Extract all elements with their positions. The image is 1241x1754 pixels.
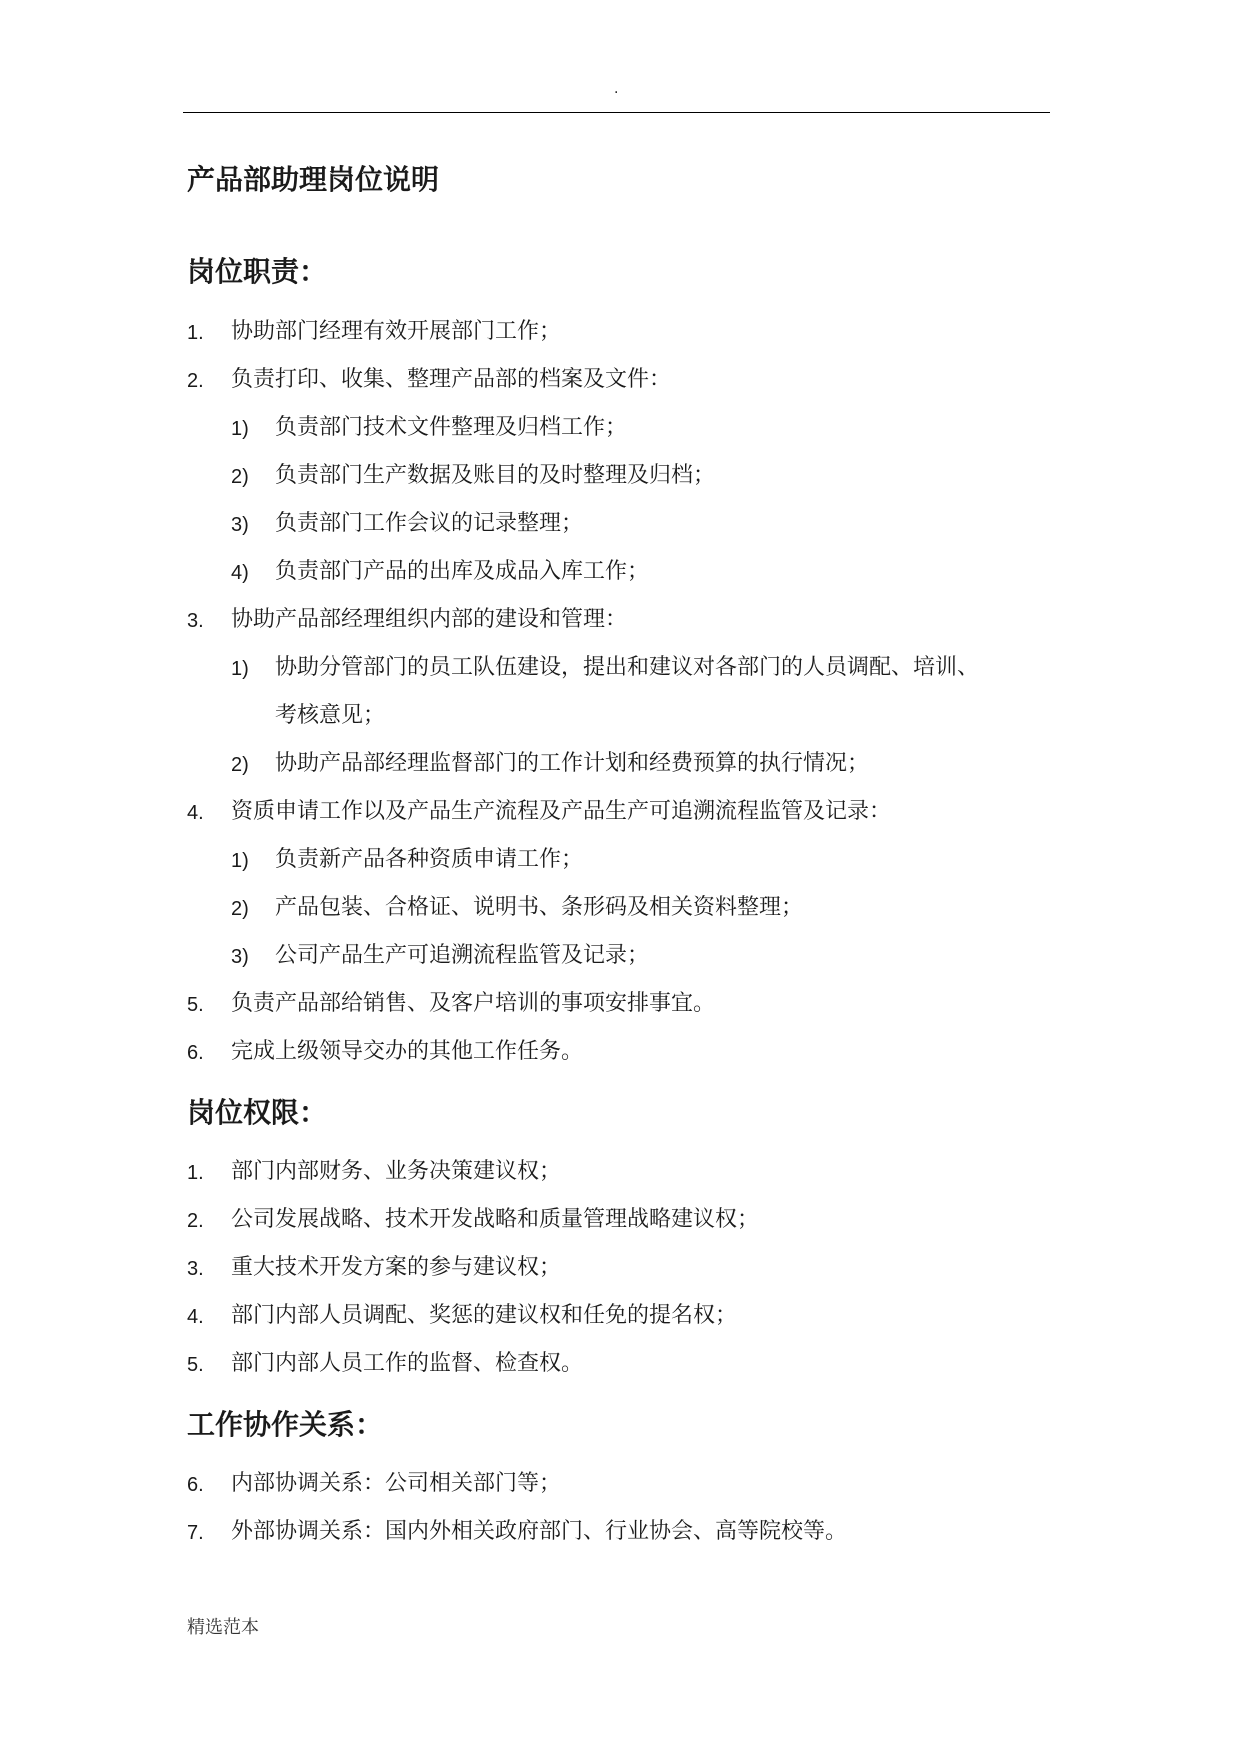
item-text: 协助分管部门的员工队伍建设，提出和建议对各部门的人员调配、培训、 [275, 655, 980, 680]
item-number: 1) [231, 418, 249, 440]
item-text: 部门内部财务、业务决策建议权； [231, 1159, 562, 1184]
item-text: 外部协调关系：国内外相关政府部门、行业协会、高等院校等。 [231, 1519, 848, 1544]
item-number: 7. [187, 1522, 204, 1544]
item-number: 4. [187, 802, 204, 824]
item-number: 2) [231, 466, 249, 488]
item-number: 2) [231, 754, 249, 776]
item-text: 负责部门技术文件整理及归档工作； [275, 415, 628, 440]
item-number: 1. [187, 322, 204, 344]
header-mark: . [614, 81, 619, 97]
item-text: 负责部门产品的出库及成品入库工作； [275, 559, 650, 584]
item-number: 6. [187, 1474, 204, 1496]
item-text: 负责打印、收集、整理产品部的档案及文件： [231, 367, 672, 392]
section-heading-authority: 岗位权限： [187, 1096, 328, 1129]
item-number: 1) [231, 658, 249, 680]
item-text: 完成上级领导交办的其他工作任务。 [231, 1039, 584, 1064]
item-number: 2) [231, 898, 249, 920]
item-text: 协助部门经理有效开展部门工作； [231, 319, 562, 344]
item-number: 5. [187, 994, 204, 1016]
item-number: 2. [187, 1210, 204, 1232]
item-text: 部门内部人员工作的监督、检查权。 [231, 1351, 584, 1376]
header-rule [183, 112, 1050, 113]
section-heading-duties: 岗位职责： [187, 255, 328, 288]
section-heading-relations: 工作协作关系： [187, 1408, 384, 1441]
item-number: 4) [231, 562, 249, 584]
item-number: 1. [187, 1162, 204, 1184]
item-text: 负责部门生产数据及账目的及时整理及归档； [275, 463, 716, 488]
footer-text: 精选范本 [187, 1617, 259, 1638]
item-number: 4. [187, 1306, 204, 1328]
item-number: 2. [187, 370, 204, 392]
item-text: 负责新产品各种资质申请工作； [275, 847, 584, 872]
item-text: 负责产品部给销售、及客户培训的事项安排事宜。 [231, 991, 716, 1016]
item-text: 资质申请工作以及产品生产流程及产品生产可追溯流程监管及记录： [231, 799, 892, 824]
item-text: 公司产品生产可追溯流程监管及记录； [275, 943, 650, 968]
item-text: 内部协调关系：公司相关部门等； [231, 1471, 562, 1496]
item-number: 3) [231, 514, 249, 536]
item-number: 1) [231, 850, 249, 872]
item-number: 3. [187, 1258, 204, 1280]
item-text: 重大技术开发方案的参与建议权； [231, 1255, 562, 1280]
document-title: 产品部助理岗位说明 [187, 163, 440, 196]
item-number: 3. [187, 610, 204, 632]
item-text: 考核意见； [275, 703, 386, 728]
item-number: 6. [187, 1042, 204, 1064]
item-text: 部门内部人员调配、奖惩的建议权和任免的提名权； [231, 1303, 738, 1328]
item-number: 3) [231, 946, 249, 968]
item-text: 协助产品部经理监督部门的工作计划和经费预算的执行情况； [275, 751, 870, 776]
item-text: 负责部门工作会议的记录整理； [275, 511, 584, 536]
item-text: 产品包装、合格证、说明书、条形码及相关资料整理； [275, 895, 804, 920]
item-number: 5. [187, 1354, 204, 1376]
item-text: 公司发展战略、技术开发战略和质量管理战略建议权； [231, 1207, 760, 1232]
item-text: 协助产品部经理组织内部的建设和管理： [231, 607, 628, 632]
